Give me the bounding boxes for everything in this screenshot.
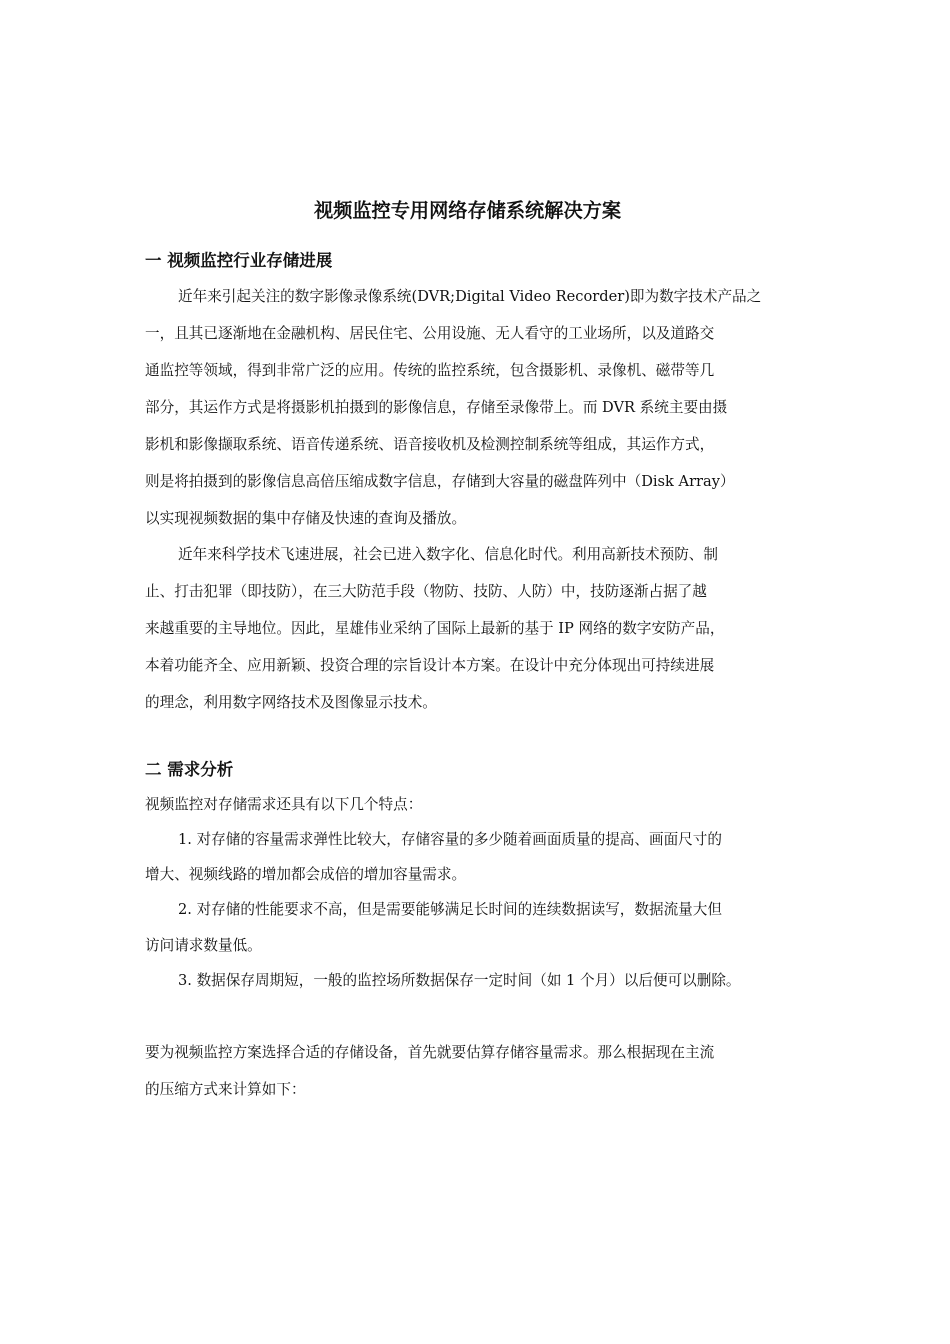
text-line: 近年来引起关注的数字影像录像系统(DVR;Digital Video Recorder)即为数字技术产品之 bbox=[178, 288, 762, 305]
section-heading-2: 二 需求分析 bbox=[145, 760, 234, 779]
text-line: 则是将拍摄到的影像信息高倍压缩成数字信息，存储到大容量的磁盘阵列中（Disk Array） bbox=[145, 473, 735, 490]
text-line: 影机和影像撷取系统、语音传递系统、语音接收机及检测控制系统等组成，其运作方式， bbox=[145, 436, 715, 453]
text-line: 来越重要的主导地位。因此，星雄伟业采纳了国际上最新的基于 IP 网络的数字安防产品， bbox=[145, 620, 725, 637]
text-line: 1. 对存储的容量需求弹性比较大，存储容量的多少随着画面质量的提高、画面尺寸的 bbox=[178, 831, 722, 848]
text-line: 止、打击犯罪（即技防），在三大防范手段（物防、技防、人防）中，技防逐渐占据了越 bbox=[145, 583, 707, 600]
section-heading-1: 一 视频监控行业存储进展 bbox=[145, 251, 333, 270]
text-line: 的理念，利用数字网络技术及图像显示技术。 bbox=[145, 694, 437, 711]
requirements-intro: 视频监控对存储需求还具有以下几个特点： bbox=[145, 796, 423, 813]
text-line: 2. 对存储的性能要求不高，但是需要能够满足长时间的连续数据读写，数据流量大但 bbox=[178, 901, 722, 918]
text-line: 本着功能齐全、应用新颖、投资合理的宗旨设计本方案。在设计中充分体现出可持续进展 bbox=[145, 657, 715, 674]
text-line: 以实现视频数据的集中存储及快速的查询及播放。 bbox=[145, 510, 467, 527]
text-line: 增大、视频线路的增加都会成倍的增加容量需求。 bbox=[145, 866, 467, 883]
text-line: 部分，其运作方式是将摄影机拍摄到的影像信息，存储至录像带上。而 DVR 系统主要由摄 bbox=[145, 399, 728, 416]
text-line: 通监控等领域，得到非常广泛的应用。传统的监控系统，包含摄影机、录像机、磁带等几 bbox=[145, 362, 715, 379]
text-line: 一，且其已逐渐地在金融机构、居民住宅、公用设施、无人看守的工业场所，以及道路交 bbox=[145, 325, 715, 342]
document-title: 视频监控专用网络存储系统解决方案 bbox=[313, 199, 622, 222]
text-line: 访问请求数量低。 bbox=[145, 937, 262, 954]
text-line: 的压缩方式来计算如下： bbox=[145, 1081, 306, 1098]
list-item: 3. 数据保存周期短，一般的监控场所数据保存一定时间（如 1 个月）以后便可以删除。 bbox=[178, 972, 741, 989]
text-line: 要为视频监控方案选择合适的存储设备，首先就要估算存储容量需求。那么根据现在主流 bbox=[145, 1044, 715, 1061]
text-line: 近年来科学技术飞速进展，社会已进入数字化、信息化时代。利用高新技术预防、制 bbox=[178, 546, 718, 563]
